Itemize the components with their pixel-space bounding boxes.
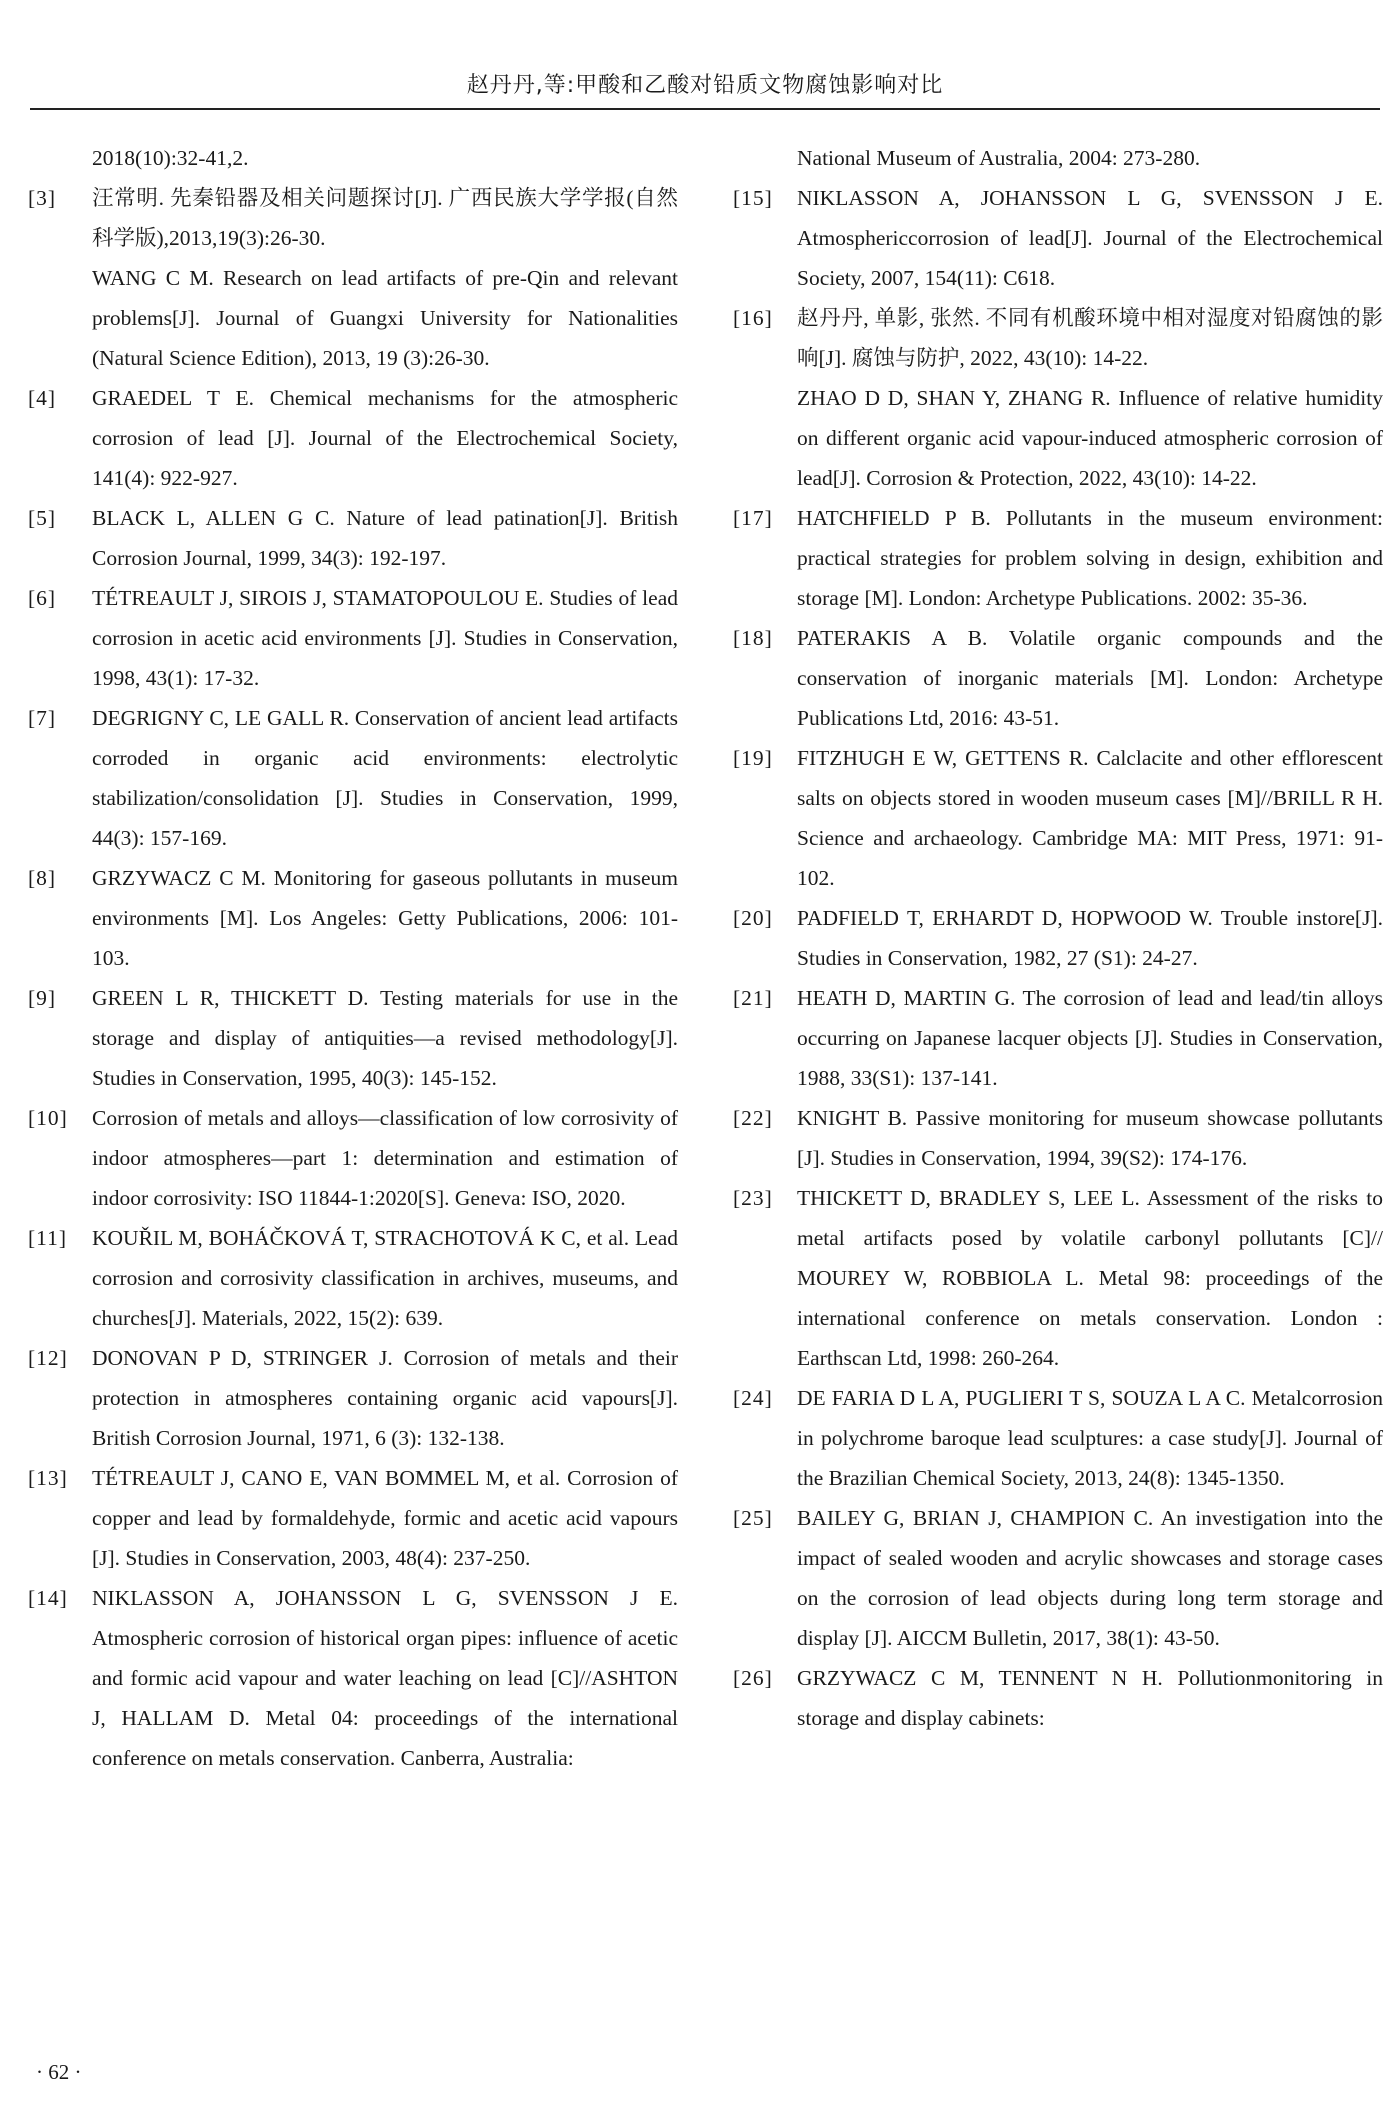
reference-number: [11] — [28, 1226, 68, 1250]
reference-number: [5] — [28, 506, 57, 530]
reference-number: [3] — [28, 186, 57, 210]
reference-text: NIKLASSON A, JOHANSSON L G, SVENSSON J E. Atmospheric corrosion of historical organ pipes: influence of acetic and formic acid vapour and water leaching on lead [C]//ASHTON J, HALLAM D. Metal 04: proceedings of the international conference on metals conservation. Canberra, Australia: — [92, 1586, 678, 1770]
reference-number: [26] — [733, 1666, 773, 1690]
reference-item — [733, 738, 1383, 898]
reference-text: DE FARIA D L A, PUGLIERI T S, SOUZA L A C. Metalcorrosion in polychrome baroque lead sculptures: a case study[J]. Journal of the Brazilian Chemical Society, 2013, 24(8): 1345-1350. — [797, 1386, 1383, 1490]
reference-text: 汪常明. 先秦铅器及相关问题探讨[J]. 广西民族大学学报(自然科学版),2013,19(3):26-30. WANG C M. Research on lead artifacts of pre-Qin and relevant problems[J]. Journal of Guangxi University for Nationalities (Natural Science Edition), 2013, 19 (3):26-30. — [92, 186, 678, 370]
reference-item — [733, 138, 1383, 178]
running-header: 赵丹丹,等:甲酸和乙酸对铅质文物腐蚀影响对比 — [466, 73, 944, 98]
reference-item — [28, 1218, 678, 1338]
right-column — [733, 138, 1383, 1738]
reference-item — [733, 978, 1383, 1098]
header-rule — [30, 108, 1380, 110]
reference-number: [18] — [733, 626, 773, 650]
reference-text: DONOVAN P D, STRINGER J. Corrosion of metals and their protection in atmospheres containing organic acid vapours[J]. British Corrosion Journal, 1971, 6 (3): 132-138. — [92, 1346, 678, 1450]
reference-item — [733, 898, 1383, 978]
reference-text: PADFIELD T, ERHARDT D, HOPWOOD W. Trouble instore[J]. Studies in Conservation, 1982, 27 (S1): 24-27. — [797, 906, 1383, 970]
reference-text: PATERAKIS A B. Volatile organic compounds and the conservation of inorganic materials [M]. London: Archetype Publications Ltd, 2016: 43-51. — [797, 626, 1383, 730]
reference-item — [28, 578, 678, 698]
reference-item — [28, 378, 678, 498]
reference-text: National Museum of Australia, 2004: 273-280. — [797, 146, 1201, 170]
reference-number: [25] — [733, 1506, 773, 1530]
reference-item — [733, 1498, 1383, 1658]
reference-text: 赵丹丹, 单影, 张然. 不同有机酸环境中相对湿度对铅腐蚀的影响[J]. 腐蚀与防护, 2022, 43(10): 14-22. ZHAO D D, SHAN Y, ZHANG R. Influence of relative humidity on different organic acid vapour-induced atmospheric corrosion of lead[J]. Corrosion & Protection, 2022, 43(10): 14-22. — [797, 306, 1383, 490]
reference-text: GREEN L R, THICKETT D. Testing materials for use in the storage and display of antiquities—a revised methodology[J]. Studies in Conservation, 1995, 40(3): 145-152. — [92, 986, 678, 1090]
reference-text: KOUŘIL M, BOHÁČKOVÁ T, STRACHOTOVÁ K C, et al. Lead corrosion and corrosivity classification in archives, museums, and churches[J]. Materials, 2022, 15(2): 639. — [92, 1226, 678, 1330]
reference-number: [14] — [28, 1586, 68, 1610]
reference-number: [7] — [28, 706, 57, 730]
reference-text: 2018(10):32-41,2. — [92, 146, 249, 170]
reference-item — [28, 138, 678, 178]
reference-item — [733, 298, 1383, 498]
reference-item — [733, 498, 1383, 618]
reference-text: GRAEDEL T E. Chemical mechanisms for the atmospheric corrosion of lead [J]. Journal of the Electrochemical Society, 141(4): 922-927. — [92, 386, 678, 490]
reference-item — [28, 1458, 678, 1578]
reference-text: TÉTREAULT J, CANO E, VAN BOMMEL M, et al. Corrosion of copper and lead by formaldehyde, formic and acetic acid vapours [J]. Studies in Conservation, 2003, 48(4): 237-250. — [92, 1466, 678, 1570]
reference-item — [28, 978, 678, 1098]
reference-number: [20] — [733, 906, 773, 930]
reference-number: [21] — [733, 986, 773, 1010]
reference-item — [733, 1098, 1383, 1178]
reference-text: GRZYWACZ C M, TENNENT N H. Pollutionmonitoring in storage and display cabinets: — [797, 1666, 1383, 1730]
reference-number: [23] — [733, 1186, 773, 1210]
reference-item — [733, 1658, 1383, 1738]
reference-text: GRZYWACZ C M. Monitoring for gaseous pollutants in museum environments [M]. Los Angeles: Getty Publications, 2006: 101-103. — [92, 866, 678, 970]
reference-item — [733, 178, 1383, 298]
reference-number: [16] — [733, 306, 773, 330]
reference-text: THICKETT D, BRADLEY S, LEE L. Assessment of the risks to metal artifacts posed by volatile carbonyl pollutants [C]// MOUREY W, ROBBIOLA L. Metal 98: proceedings of the international conference on metals conservation. London : Earthscan Ltd, 1998: 260-264. — [797, 1186, 1383, 1370]
reference-text: NIKLASSON A, JOHANSSON L G, SVENSSON J E. Atmosphericcorrosion of lead[J]. Journal of the Electrochemical Society, 2007, 154(11): C618. — [797, 186, 1383, 290]
reference-number: [8] — [28, 866, 57, 890]
reference-text: HATCHFIELD P B. Pollutants in the museum environment: practical strategies for problem solving in design, exhibition and storage [M]. London: Archetype Publications. 2002: 35-36. — [797, 506, 1383, 610]
reference-text: KNIGHT B. Passive monitoring for museum showcase pollutants [J]. Studies in Conservation, 1994, 39(S2): 174-176. — [797, 1106, 1383, 1170]
reference-item — [28, 498, 678, 578]
reference-text: TÉTREAULT J, SIROIS J, STAMATOPOULOU E. Studies of lead corrosion in acetic acid environments [J]. Studies in Conservation, 1998, 43(1): 17-32. — [92, 586, 678, 690]
reference-item — [28, 178, 678, 378]
reference-item — [28, 698, 678, 858]
reference-number: [9] — [28, 986, 57, 1010]
reference-text: FITZHUGH E W, GETTENS R. Calclacite and other efflorescent salts on objects stored in wooden museum cases [M]//BRILL R H. Science and archaeology. Cambridge MA: MIT Press, 1971: 91-102. — [797, 746, 1383, 890]
reference-item — [28, 1578, 678, 1778]
reference-item — [28, 1098, 678, 1218]
reference-number: [24] — [733, 1386, 773, 1410]
reference-number: [6] — [28, 586, 57, 610]
reference-number: [19] — [733, 746, 773, 770]
left-column — [28, 138, 678, 1778]
reference-item — [733, 1378, 1383, 1498]
reference-item — [733, 618, 1383, 738]
reference-number: [4] — [28, 386, 57, 410]
reference-number: [12] — [28, 1346, 68, 1370]
reference-number: [22] — [733, 1106, 773, 1130]
reference-text: HEATH D, MARTIN G. The corrosion of lead and lead/tin alloys occurring on Japanese lacquer objects [J]. Studies in Conservation, 1988, 33(S1): 137-141. — [797, 986, 1383, 1090]
reference-number: [15] — [733, 186, 773, 210]
page-number: · 62 · — [36, 2060, 82, 2084]
reference-text: DEGRIGNY C, LE GALL R. Conservation of ancient lead artifacts corroded in organic acid environments: electrolytic stabilization/consolidation [J]. Studies in Conservation, 1999, 44(3): 157-169. — [92, 706, 678, 850]
reference-text: BLACK L, ALLEN G C. Nature of lead patination[J]. British Corrosion Journal, 1999, 34(3): 192-197. — [92, 506, 678, 570]
reference-text: Corrosion of metals and alloys—classification of low corrosivity of indoor atmospheres—part 1: determination and estimation of indoor corrosivity: ISO 11844-1:2020[S]. Geneva: ISO, 2020. — [92, 1106, 678, 1210]
reference-item — [28, 1338, 678, 1458]
reference-text: BAILEY G, BRIAN J, CHAMPION C. An investigation into the impact of sealed wooden and acrylic showcases and storage cases on the corrosion of lead objects during long term storage and display [J]. AICCM Bulletin, 2017, 38(1): 43-50. — [797, 1506, 1383, 1650]
reference-number: [10] — [28, 1106, 68, 1130]
reference-item — [28, 858, 678, 978]
reference-item — [733, 1178, 1383, 1378]
reference-number: [13] — [28, 1466, 68, 1490]
reference-number: [17] — [733, 506, 773, 530]
